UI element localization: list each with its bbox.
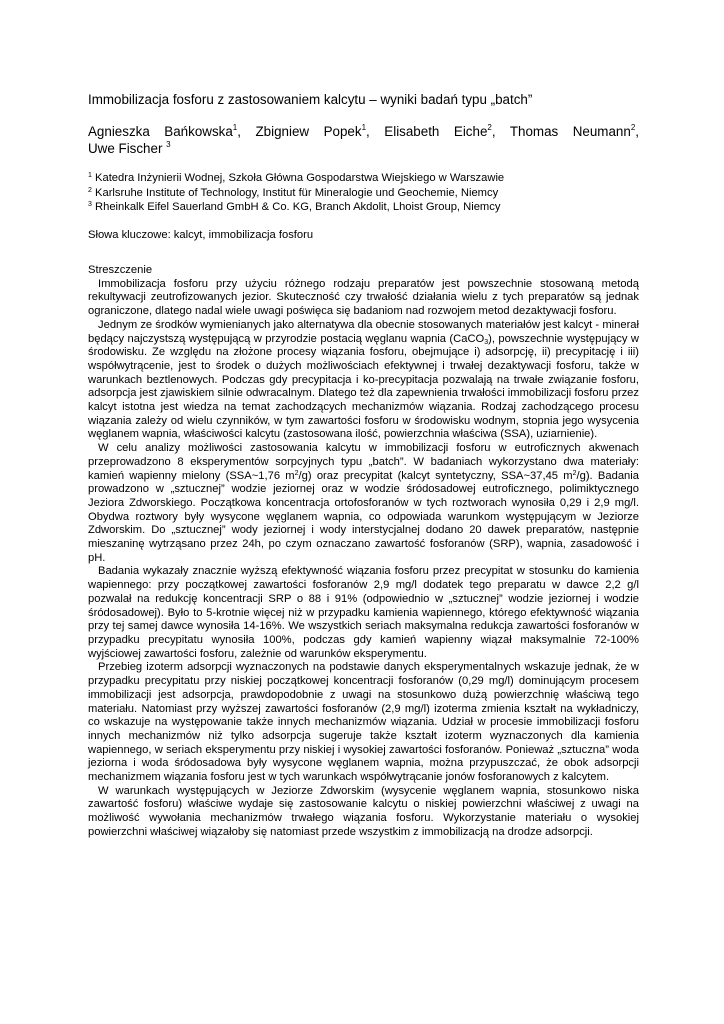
- author-affiliation-number: 2: [487, 123, 492, 132]
- author-name: Thomas Neumann: [509, 124, 631, 139]
- affiliation-text: Karlsruhe Institute of Technology, Institut für Mineralogie und Geochemie, Niemcy: [95, 186, 499, 199]
- affiliation-number: 3: [88, 201, 92, 209]
- affiliation-item: [88, 186, 504, 201]
- affiliation-list: [88, 171, 504, 215]
- author-name: Uwe Fischer: [88, 141, 167, 156]
- author-name: Agnieszka Bańkowska: [88, 124, 233, 139]
- author-list: [88, 123, 639, 157]
- author-affiliation-number: 2: [630, 123, 636, 132]
- subscript: 3: [484, 338, 489, 346]
- author-name: Zbigniew Popek: [255, 124, 362, 139]
- author-name: Elisabeth Eiche: [384, 124, 488, 139]
- abstract-paragraph: Jednym ze środków wymienianych jako alternatywa dla obecnie stosowanych materiałów jest kalcyt - minerał będący najczystszą występującą w przyrodzie postacią węglanu wapnia (CaCO$_3$), powszechnie występujący w środowisku. Ze względu na złożone procesy wiązania fosforu, obejmujące i) adsorpcję, ii) precypitację i iii) współwytrącenie, jest to środek o dużych możliwościach efektywnej i trwałej dezaktywacji fosforu, także w warunkach beztlenowych. Podczas gdy precypitacja i ko-precypitacja pozwalają na trwałe związanie fosforu, adsorpcja jest zjawiskiem silnie odwracalnym. Dlatego też dla zapewnienia trwałości immobilizacji fosforu przez kalcyt istotna jest wiedza na temat zachodzących mechanizmów wiązania. Rodzaj zachodzącego procesu wiązania zależy od wielu czynników, w tym zawartości fosforu w środowisku wodnym, stopnia jego wysycenia węglanem wapnia, właściwości kalcytu (zastosowana ilość, powierzchnia właściwa (SSA), uziarnienie).: [88, 318, 639, 441]
- abstract-paragraph: Immobilizacja fosforu przy użyciu różnego rodzaju preparatów jest powszechnie stosowaną metodą rekultywacji zeutrofizowanych jezior. Skuteczność czy trwałość działania wielu z tych preparatów są jednak ograniczone, dlatego nadal wiele uwagi poświęca się badaniom nad rozwojem metod dezaktywacji fosforu.: [88, 277, 639, 318]
- superscript: 2: [572, 469, 577, 477]
- affiliation-text: Rheinkalk Eifel Sauerland GmbH & Co. KG, Branch Akdolit, Lhoist Group, Niemcy: [95, 201, 501, 214]
- abstract-paragraph: Przebieg izoterm adsorpcji wyznaczonych na podstawie danych eksperymentalnych wskazuje jednak, że w przypadku precypitatu przy niskiej początkowej koncentracji fosforanów (0,29 mg/l) dominującym procesem immobilizacji jest adsorpcja, prawdopodobnie z uwagi na stosunkowo dużą powierzchnię właściwą tego materiału. Natomiast przy wyższej zawartości fosforanów (2,9 mg/l) izoterma zmienia kształt na wykładniczy, co wskazuje na występowanie także innych mechanizmów wiązania. Udział w procesie immobilizacji fosforu innych mechanizmów niż tylko adsorpcja sugeruje także kształt izoterm wyznaczonych dla kamienia wapiennego, w seriach eksperymentu przy niskiej i wysokiej zawartości fosforanów. Ponieważ „sztuczna” woda jeziorna i woda śródosadowa były wysycone węglanem wapnia, można przypuszczać, że obok adsorpcji mechanizmem wiązania fosforu jest w tych warunkach współwytrącanie jonów fosforanowych z kalcytem.: [88, 661, 639, 784]
- abstract-heading: Streszczenie: [88, 264, 153, 276]
- affiliation-item: [88, 171, 504, 186]
- abstract-paragraph: W warunkach występujących w Jeziorze Zdworskim (wysycenie węglanem wapnia, stosunkowo niska zawartość fosforu) właściwe wydaje się zastosowanie kalcytu o niskiej powierzchni właściwej z uwagi na możliwość wywołania mechanizmów trwałego wiązania fosforu. Wykorzystanie materiału o wysokiej powierzchni właściwej wiązałoby się natomiast przede wszystkim z immobilizacją na drodze adsorpcji.: [88, 784, 639, 838]
- affiliation-item: [88, 200, 504, 215]
- abstract: [88, 264, 639, 840]
- author-line-1: Agnieszka Bańkowska$^1$, Zbigniew Popek$^1$, Elisabeth Eiche$^2$, Thomas Neumann$^2$,: [88, 123, 639, 139]
- affiliation-text: Katedra Inżynierii Wodnej, Szkoła Główna Gospodarstwa Wiejskiego w Warszawie: [95, 172, 505, 184]
- affiliation-number: 2: [88, 186, 92, 194]
- paper-title: Immobilizacja fosforu z zastosowaniem kalcytu – wyniki badań typu „batch”: [88, 92, 533, 107]
- keywords: Słowa kluczowe: kalcyt, immobilizacja fosforu: [88, 229, 314, 241]
- author-affiliation-number: 1: [232, 123, 238, 132]
- affiliation-number: 1: [88, 172, 92, 179]
- abstract-paragraph: Badania wykazały znacznie wyższą efektywność wiązania fosforu przez precypitat w stosunku do kamienia wapiennego: przy początkowej zawartości fosforanów 2,9 mg/l dodatek tego preparatu w dawce 2,2 g/l pozwalał na redukcję koncentracji SRP o 88 i 91% (odpowiednio w „sztucznej” wodzie jeziornej i wodzie śródosadowej). Było to 5-krotnie więcej niż w przypadku kamienia wapiennego, którego efektywność wiązania przy tej samej dawce wynosiła 14-16%. We wszystkich seriach maksymalna redukcja zawartości fosforanów w przypadku precypitatu wynosiła 100%, podczas gdy kamień wapienny wiązał maksymalnie 72-100% wyjściowej zawartości fosforu, zależnie od warunków eksperymentu.: [88, 565, 639, 660]
- abstract-paragraph: W celu analizy możliwości zastosowania kalcytu w immobilizacji fosforu w eutroficznych akwenach przeprowadzono 8 eksperymentów sorpcyjnych typu „batch”. W badaniach wykorzystano dwa materiały: kamień wapienny mielony (SSA~1,76 $m^2/g$) oraz precypitat (kalcyt syntetyczny, SSA~37,45 $m^2/g$). Badania prowadzono w „sztucznej” wodzie jeziornej oraz w wodzie śródosadowej eutroficznego, polimiktycznego Jeziora Zdworskiego. Początkowa koncentracja ortofosforanów w tych roztworach wynosiła 0,29 i 2,9 mg/l. Obydwa roztwory były wysycone węglanem wapnia, co odpowiada warunkom występującym w Jeziorze Zdworskim. Do „sztucznej” wody jeziornej i wody interstycjalnej dodano 20 dawek preparatów, następnie mieszaninę wytrząsano przez 24h, po czym oznaczano zawartość fosforanów (SRP), wapnia, zasadowość i pH.: [88, 442, 639, 564]
- author-line-2: [88, 140, 639, 157]
- author-affiliation-number: 1: [361, 123, 367, 132]
- superscript: 2: [294, 469, 299, 477]
- author-affiliation-number: 3: [166, 140, 171, 149]
